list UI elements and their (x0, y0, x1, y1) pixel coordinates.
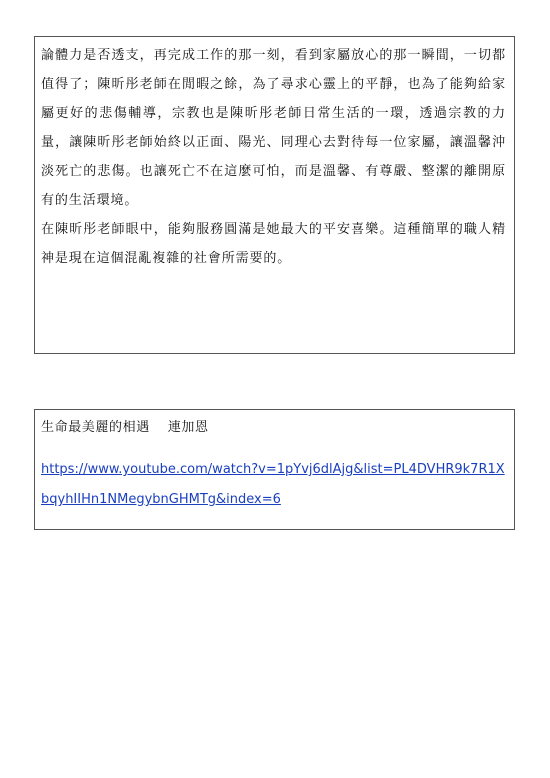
text-box (34, 36, 515, 354)
paragraph-2: 在陳昕彤老師眼中，能夠服務圓滿是她最大的平安喜樂。這種簡單的職人精神是現在這個混亂複雜的社會所需要的。 (41, 222, 506, 266)
paragraph-1: 論體力是否透支，再完成工作的那一刻，看到家屬放心的那一瞬間，一切都值得了；陳昕彤老師在閒暇之餘，為了尋求心靈上的平靜，也為了能夠給家屬更好的悲傷輔導，宗教也是陳昕彤老師日常生活的一環，透過宗教的力量，讓陳昕彤老師始終以正面、陽光、同理心去對待每一位家屬，讓溫馨沖淡死亡的悲傷。也讓死亡不在這麼可怕，而是溫馨、有尊嚴、整潔的離開原有的生活環境。 (41, 48, 506, 208)
video-reference-box (34, 409, 515, 530)
video-title-line (41, 417, 508, 439)
youtube-link[interactable]: https://www.youtube.com/watch?v=1pYvj6dlAjg&list=PL4DVHR9k7R1XbqyhIIHn1NMegybnGHMTg&index=6 (41, 462, 505, 507)
video-author: 連加恩 (167, 420, 209, 435)
video-title: 生命最美麗的相遇 (41, 420, 150, 435)
